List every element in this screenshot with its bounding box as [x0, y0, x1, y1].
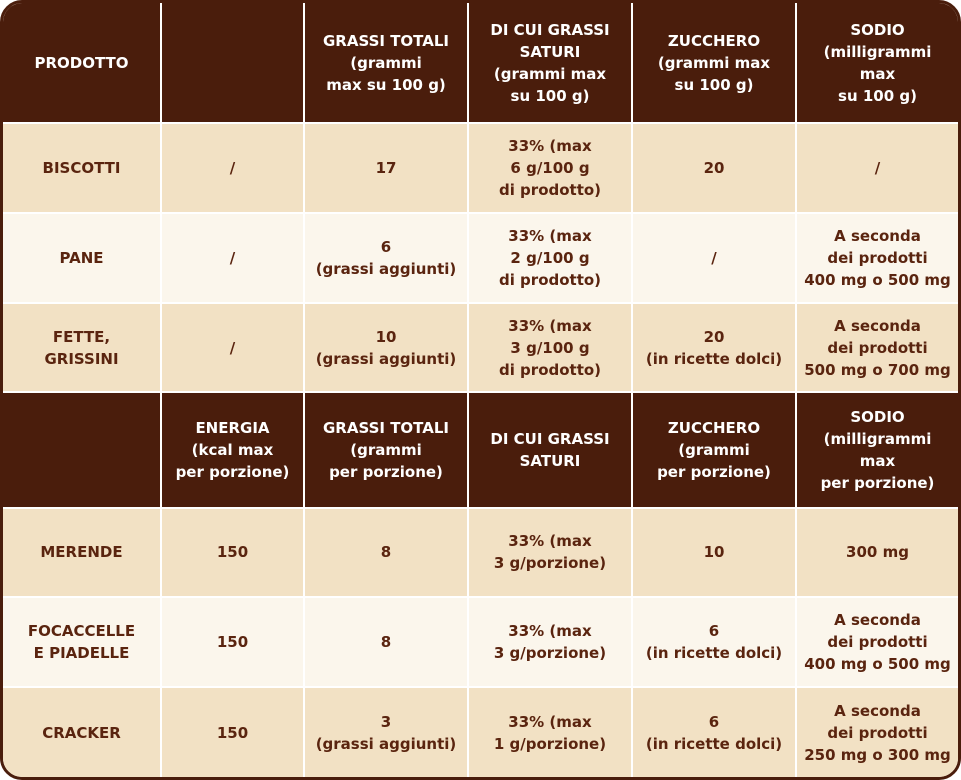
- header-row-1: [3, 3, 958, 123]
- cell-sugar-line: 20: [703, 158, 725, 177]
- header-saturated-fat-line: SATURI: [519, 42, 581, 61]
- header-sugar-line: (grammi max: [657, 53, 771, 72]
- cell-sodium-line: dei prodotti: [827, 723, 928, 742]
- nutrition-table: [3, 3, 958, 777]
- cell-saturated-fat: [468, 303, 632, 393]
- header-total-fat-line: per porzione): [329, 462, 443, 481]
- cell-total-fat: [304, 303, 468, 393]
- header-saturated-fat-line: SATURI: [519, 451, 581, 470]
- cell-total-fat-line: 17: [375, 158, 397, 177]
- cell-product: [3, 213, 161, 303]
- cell-saturated-fat-line: di prodotto): [498, 180, 602, 199]
- header-sodium-line: (milligrammi: [823, 42, 932, 61]
- table-row-fette-grissini: [3, 303, 958, 393]
- header-saturated-fat-line: DI CUI GRASSI: [490, 429, 610, 448]
- cell-total-fat-line: 10: [375, 327, 397, 346]
- header-total-fat: [304, 3, 468, 123]
- header-saturated-fat: [468, 3, 632, 123]
- cell-sodium: [796, 508, 958, 598]
- header-sugar-line: ZUCCHERO: [667, 418, 761, 437]
- table-row-merende: [3, 508, 958, 598]
- header-sugar-line: (grammi: [678, 440, 750, 459]
- header-sugar: [632, 392, 796, 507]
- cell-energy-line: /: [229, 158, 236, 177]
- cell-product: [3, 508, 161, 598]
- cell-product-line: FETTE,: [52, 327, 111, 346]
- cell-product-line: PANE: [59, 248, 104, 267]
- cell-saturated-fat: [468, 687, 632, 777]
- cell-product: [3, 687, 161, 777]
- cell-sodium-line: 400 mg o 500 mg: [804, 655, 951, 674]
- header-sugar-line: ZUCCHERO: [667, 31, 761, 50]
- cell-sodium: [796, 213, 958, 303]
- cell-sodium-line: /: [874, 158, 881, 177]
- cell-total-fat: [304, 213, 468, 303]
- header-row-2: [3, 392, 958, 507]
- cell-saturated-fat-line: 1 g/porzione): [493, 734, 607, 753]
- cell-energy-line: /: [229, 338, 236, 357]
- cell-product: [3, 123, 161, 213]
- cell-total-fat-line: (grassi aggiunti): [315, 259, 457, 278]
- header-sugar-line: per porzione): [657, 462, 771, 481]
- header-total-fat: [304, 392, 468, 507]
- cell-energy: [161, 687, 304, 777]
- cell-product-line: E PIADELLE: [33, 644, 130, 663]
- cell-sodium: [796, 597, 958, 687]
- cell-energy: [161, 508, 304, 598]
- cell-energy: [161, 597, 304, 687]
- header-sugar: [632, 3, 796, 123]
- cell-product: [3, 303, 161, 393]
- cell-sodium-line: A seconda: [834, 701, 921, 720]
- cell-saturated-fat-line: 33% (max: [508, 136, 592, 155]
- header-sodium-line: SODIO: [850, 407, 905, 426]
- cell-total-fat: [304, 687, 468, 777]
- header-saturated-fat-line: (grammi max: [493, 64, 607, 83]
- cell-product-line: FOCACCELLE: [27, 622, 136, 641]
- cell-sugar-line: (in ricette dolci): [645, 734, 783, 753]
- cell-sugar-line: /: [711, 248, 717, 267]
- cell-saturated-fat: [468, 213, 632, 303]
- cell-energy: [161, 123, 304, 213]
- header-saturated-fat: [468, 392, 632, 507]
- cell-saturated-fat-line: 6 g/100 g: [510, 158, 590, 177]
- cell-saturated-fat: [468, 123, 632, 213]
- cell-product-line: GRISSINI: [44, 349, 119, 368]
- header-total-fat-line: (grammi: [350, 53, 422, 72]
- cell-total-fat-line: 8: [380, 543, 392, 562]
- cell-saturated-fat-line: 3 g/porzione): [493, 554, 607, 573]
- header-energy: [161, 392, 304, 507]
- table-row-cracker: [3, 687, 958, 777]
- cell-sugar: [632, 213, 796, 303]
- cell-total-fat-line: (grassi aggiunti): [315, 349, 457, 368]
- cell-sugar: [632, 303, 796, 393]
- header-product-line: PRODOTTO: [34, 53, 129, 72]
- cell-energy: [161, 303, 304, 393]
- cell-product: [3, 597, 161, 687]
- cell-saturated-fat-line: di prodotto): [498, 360, 602, 379]
- cell-total-fat: [304, 508, 468, 598]
- table-row-pane: [3, 213, 958, 303]
- cell-sodium-line: A seconda: [834, 226, 921, 245]
- cell-saturated-fat-line: 33% (max: [508, 622, 592, 641]
- cell-energy: [161, 213, 304, 303]
- cell-total-fat-line: 3: [380, 712, 392, 731]
- header-sodium-line: max: [859, 64, 896, 83]
- cell-sugar-line: (in ricette dolci): [645, 644, 783, 663]
- cell-sodium-line: dei prodotti: [827, 338, 928, 357]
- header-product: [3, 3, 161, 123]
- cell-sodium: [796, 687, 958, 777]
- header-energy: [161, 3, 304, 123]
- cell-saturated-fat-line: 3 g/porzione): [493, 644, 607, 663]
- cell-total-fat: [304, 597, 468, 687]
- cell-sugar: [632, 123, 796, 213]
- header-energy-line: per porzione): [175, 462, 290, 481]
- table-row-focaccelle-e-piadelle: [3, 597, 958, 687]
- header-total-fat-line: GRASSI TOTALI: [322, 31, 449, 50]
- header-total-fat-line: (grammi: [350, 440, 422, 459]
- cell-total-fat: [304, 123, 468, 213]
- cell-sodium-line: 250 mg o 300 mg: [804, 745, 951, 764]
- cell-sodium-line: dei prodotti: [827, 248, 928, 267]
- cell-saturated-fat-line: 33% (max: [508, 532, 592, 551]
- header-sugar-line: su 100 g): [674, 75, 754, 94]
- cell-saturated-fat: [468, 597, 632, 687]
- header-saturated-fat-line: su 100 g): [510, 86, 590, 105]
- cell-sugar-line: 10: [703, 543, 725, 562]
- header-sodium-line: (milligrammi: [823, 429, 932, 448]
- header-sodium-line: per porzione): [820, 473, 935, 492]
- cell-product-line: BISCOTTI: [42, 158, 121, 177]
- cell-energy-line: 150: [216, 633, 249, 652]
- cell-sugar-line: 6: [708, 622, 720, 641]
- cell-product-line: MERENDE: [40, 543, 123, 562]
- cell-sugar-line: 20: [703, 327, 725, 346]
- cell-saturated-fat-line: 3 g/100 g: [510, 338, 590, 357]
- cell-saturated-fat-line: di prodotto): [498, 270, 602, 289]
- cell-energy-line: 150: [216, 723, 249, 742]
- cell-sodium-line: dei prodotti: [827, 633, 928, 652]
- cell-sodium-line: 500 mg o 700 mg: [804, 360, 951, 379]
- header-total-fat-line: GRASSI TOTALI: [322, 418, 449, 437]
- cell-saturated-fat-line: 33% (max: [508, 226, 592, 245]
- cell-sodium-line: 400 mg o 500 mg: [804, 270, 951, 289]
- cell-sugar: [632, 508, 796, 598]
- table-row-biscotti: [3, 123, 958, 213]
- cell-sodium: [796, 123, 958, 213]
- cell-sugar: [632, 687, 796, 777]
- cell-energy-line: 150: [216, 543, 249, 562]
- header-total-fat-line: max su 100 g): [326, 75, 446, 94]
- header-product: [3, 392, 161, 507]
- cell-sodium-line: 300 mg: [846, 543, 909, 562]
- header-saturated-fat-line: DI CUI GRASSI: [490, 20, 610, 39]
- cell-sodium-line: A seconda: [834, 611, 921, 630]
- header-sodium-line: su 100 g): [838, 86, 917, 105]
- header-sodium: [796, 3, 958, 123]
- cell-sugar: [632, 597, 796, 687]
- cell-energy-line: /: [229, 248, 236, 267]
- cell-sodium-line: A seconda: [834, 316, 921, 335]
- cell-saturated-fat-line: 2 g/100 g: [510, 248, 590, 267]
- cell-total-fat-line: 6: [380, 237, 392, 256]
- cell-total-fat-line: (grassi aggiunti): [315, 734, 457, 753]
- cell-total-fat-line: 8: [380, 633, 392, 652]
- cell-saturated-fat-line: 33% (max: [508, 712, 592, 731]
- header-energy-line: (kcal max: [191, 440, 274, 459]
- cell-saturated-fat-line: 33% (max: [508, 316, 592, 335]
- header-sodium: [796, 392, 958, 507]
- cell-product-line: CRACKER: [42, 723, 121, 742]
- cell-saturated-fat: [468, 508, 632, 598]
- cell-sugar-line: 6: [708, 712, 720, 731]
- header-sodium-line: max: [859, 451, 896, 470]
- cell-sodium: [796, 303, 958, 393]
- header-energy-line: ENERGIA: [195, 418, 270, 437]
- cell-sugar-line: (in ricette dolci): [645, 349, 783, 368]
- header-sodium-line: SODIO: [850, 20, 905, 39]
